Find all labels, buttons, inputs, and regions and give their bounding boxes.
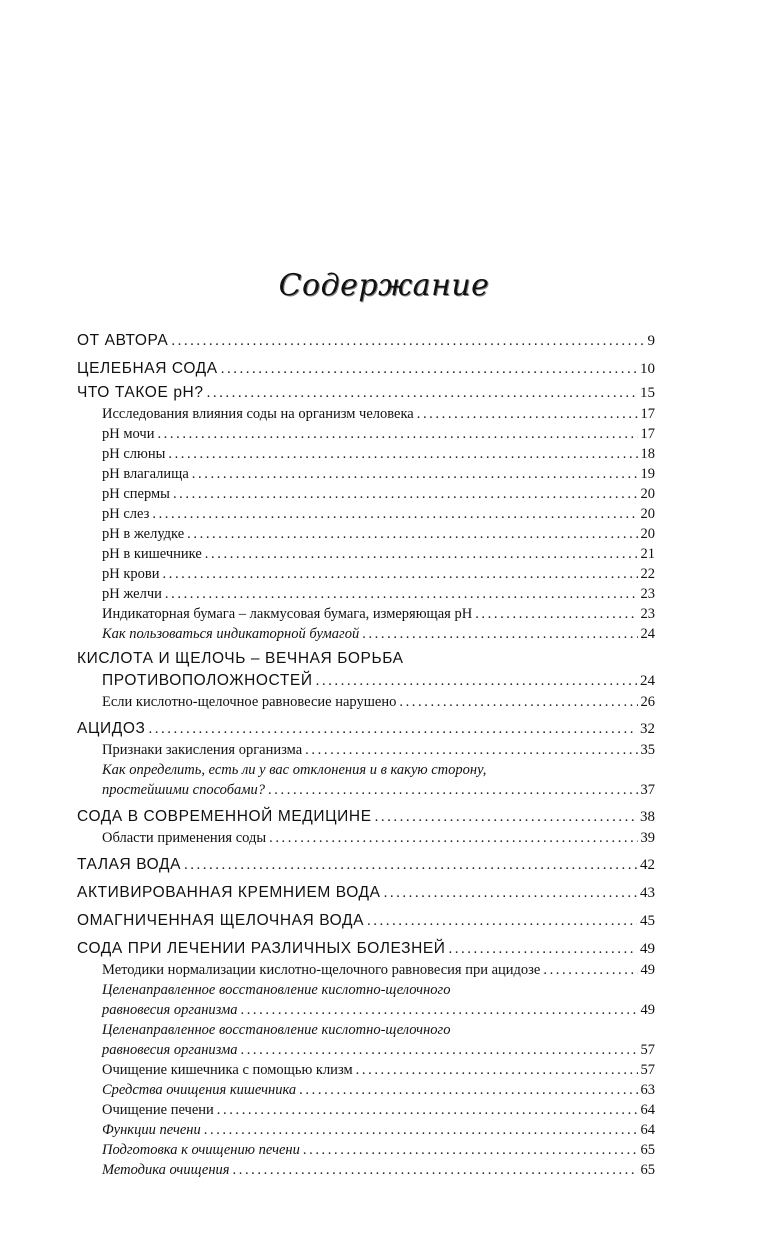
toc-leader-dots (316, 670, 637, 693)
toc-page-number: 39 (640, 830, 655, 846)
toc-subentry[interactable] (77, 464, 655, 484)
toc-leader-dots (233, 1160, 638, 1180)
toc-entry[interactable] (77, 881, 655, 904)
toc-leader-dots (173, 484, 638, 504)
toc-subentry[interactable] (77, 740, 655, 760)
toc-entry[interactable] (77, 805, 655, 828)
toc-entry[interactable] (77, 329, 655, 352)
toc-page-number: 37 (640, 782, 655, 798)
toc-entry-label: Индикаторная бумага – лакмусовая бумага, измеряющая рН (102, 606, 473, 622)
toc-subentry[interactable] (77, 780, 655, 800)
toc-page-number: 17 (640, 426, 655, 442)
toc-subentry[interactable] (77, 404, 655, 424)
toc-entry-label: СОДА В СОВРЕМЕННОЙ МЕДИЦИНЕ (77, 808, 372, 825)
toc-page-number: 65 (640, 1142, 655, 1158)
toc-page-number: 19 (640, 466, 655, 482)
toc-leader-dots (367, 910, 637, 933)
toc-page-number: 63 (640, 1082, 655, 1098)
toc-subentry[interactable] (77, 1160, 655, 1180)
toc-page-number: 24 (640, 626, 655, 642)
toc-entry[interactable] (77, 357, 655, 380)
toc-page-number: 38 (640, 809, 655, 825)
toc-page-number: 64 (640, 1122, 655, 1138)
toc-entry-label-line1: КИСЛОТА И ЩЕЛОЧЬ – ВЕЧНАЯ БОРЬБА (77, 650, 404, 667)
toc-leader-dots (269, 828, 637, 848)
toc-entry-label-line1: Целенаправленное восстановление кислотно-щелочного (102, 982, 451, 998)
toc-entry-label-line1: Целенаправленное восстановление кислотно-щелочного (102, 1022, 451, 1038)
page-title: Содержание (278, 268, 490, 303)
toc-leader-dots (399, 692, 637, 712)
toc-subentry[interactable] (77, 1000, 655, 1020)
toc-entry-label: рН мочи (102, 426, 155, 442)
toc-entry-label: ПРОТИВОПОЛОЖНОСТЕЙ (102, 672, 313, 689)
toc-entry[interactable] (77, 717, 655, 740)
toc-entry[interactable] (77, 669, 655, 692)
toc-leader-dots (187, 524, 637, 544)
toc-page-number: 32 (640, 721, 655, 737)
toc-leader-dots (152, 504, 637, 524)
toc-subentry[interactable] (77, 1060, 655, 1080)
toc-leader-dots (475, 604, 637, 624)
toc-leader-dots (148, 718, 637, 741)
toc-leader-dots (204, 1120, 638, 1140)
toc-page-number: 57 (640, 1042, 655, 1058)
toc-subentry[interactable] (77, 1040, 655, 1060)
toc-subentry[interactable] (77, 504, 655, 524)
toc-entry-label: Средства очищения кишечника (102, 1082, 297, 1098)
toc-leader-dots (362, 624, 637, 644)
toc-entry-label: Очищение печени (102, 1102, 214, 1118)
toc-page-number: 23 (640, 606, 655, 622)
toc-entry-label: Исследования влияния соды на организм человека (102, 406, 414, 422)
toc-subentry[interactable] (77, 1120, 655, 1140)
toc-entry-label: Как пользоваться индикаторной бумагой (102, 626, 360, 642)
toc-entry[interactable] (77, 853, 655, 876)
toc-entry-label: рН влагалища (102, 466, 189, 482)
toc-page-number: 20 (640, 486, 655, 502)
toc-page-number: 26 (640, 694, 655, 710)
toc-entry-label: ЦЕЛЕБНАЯ СОДА (77, 360, 218, 377)
toc-entry-label: ОМАГНИЧЕННАЯ ЩЕЛОЧНАЯ ВОДА (77, 912, 365, 929)
toc-subentry[interactable] (77, 624, 655, 644)
toc-leader-dots (163, 564, 638, 584)
toc-leader-dots (299, 1080, 637, 1100)
toc-entry-label: ОТ АВТОРА (77, 332, 169, 349)
toc-leader-dots (240, 1000, 637, 1020)
toc-leader-dots (240, 1040, 637, 1060)
toc-entry[interactable] (77, 909, 655, 932)
toc-entry-label: равновесия организма (102, 1002, 238, 1018)
toc-page-number: 21 (640, 546, 655, 562)
toc-entry-label: рН слюны (102, 446, 166, 462)
toc-entry-label: рН крови (102, 566, 160, 582)
table-of-contents (77, 328, 655, 1180)
toc-entry[interactable] (77, 381, 655, 404)
toc-subentry[interactable] (77, 484, 655, 504)
toc-leader-dots (384, 882, 637, 905)
toc-page-number: 24 (640, 673, 655, 689)
toc-page-number: 9 (647, 333, 655, 349)
toc-entry-label-line1: Как определить, есть ли у вас отклонения и в какую сторону, (102, 762, 487, 778)
toc-subentry[interactable] (77, 444, 655, 464)
toc-entry-label: Очищение кишечника с помощью клизм (102, 1062, 353, 1078)
toc-subentry[interactable] (77, 604, 655, 624)
toc-page-number: 20 (640, 526, 655, 542)
toc-leader-dots (192, 464, 638, 484)
toc-page-number: 23 (640, 586, 655, 602)
toc-leader-dots (449, 938, 637, 961)
toc-entry-label: АКТИВИРОВАННАЯ КРЕМНИЕМ ВОДА (77, 884, 381, 901)
toc-leader-dots (417, 404, 638, 424)
toc-leader-dots (184, 854, 637, 877)
toc-entry-label: рН слез (102, 506, 150, 522)
toc-subentry[interactable] (77, 524, 655, 544)
toc-page-number: 22 (640, 566, 655, 582)
toc-leader-dots (543, 960, 637, 980)
toc-entry-label: Функции печени (102, 1122, 201, 1138)
toc-entry-label: рН желчи (102, 586, 162, 602)
toc-entry-label: равновесия организма (102, 1042, 238, 1058)
toc-leader-dots (305, 740, 637, 760)
toc-page-number: 49 (640, 941, 655, 957)
toc-leader-dots (165, 584, 638, 604)
toc-entry-label: Если кислотно-щелочное равновесие нарушено (102, 694, 397, 710)
toc-leader-dots (207, 382, 637, 405)
toc-subentry[interactable] (77, 544, 655, 564)
toc-page-number: 57 (640, 1062, 655, 1078)
toc-subentry[interactable] (77, 1140, 655, 1160)
toc-leader-dots (375, 806, 637, 829)
toc-page-number: 18 (640, 446, 655, 462)
toc-entry-label: Методика очищения (102, 1162, 230, 1178)
toc-entry-label: АЦИДОЗ (77, 720, 146, 737)
toc-page-number: 43 (640, 885, 655, 901)
toc-page-number: 49 (640, 1002, 655, 1018)
toc-entry-label: Признаки закисления организма (102, 742, 303, 758)
toc-page-number: 64 (640, 1102, 655, 1118)
toc-entry-label: Методики нормализации кислотно-щелочного равновесия при ацидозе (102, 962, 541, 978)
toc-entry-label: Области применения соды (102, 830, 267, 846)
toc-page-number: 42 (640, 857, 655, 873)
toc-leader-dots (217, 1100, 638, 1120)
toc-entry-label: простейшими способами? (102, 782, 266, 798)
toc-subentry[interactable] (77, 564, 655, 584)
toc-entry-label: рН в кишечнике (102, 546, 202, 562)
toc-page-number: 35 (640, 742, 655, 758)
toc-entry[interactable] (77, 937, 655, 960)
toc-page-number: 15 (640, 385, 655, 401)
toc-leader-dots (171, 330, 644, 353)
toc-leader-dots (205, 544, 638, 564)
toc-subentry[interactable] (77, 692, 655, 712)
toc-leader-dots (157, 424, 637, 444)
toc-page-number: 45 (640, 913, 655, 929)
toc-subentry[interactable] (77, 960, 655, 980)
toc-entry-label: ТАЛАЯ ВОДА (77, 856, 182, 873)
toc-entry-label: СОДА ПРИ ЛЕЧЕНИИ РАЗЛИЧНЫХ БОЛЕЗНЕЙ (77, 940, 446, 957)
toc-page-number: 17 (640, 406, 655, 422)
toc-subentry[interactable] (77, 584, 655, 604)
toc-subentry[interactable] (77, 424, 655, 444)
toc-leader-dots (268, 780, 637, 800)
toc-leader-dots (168, 444, 637, 464)
toc-subentry[interactable] (77, 1100, 655, 1120)
toc-leader-dots (356, 1060, 638, 1080)
toc-page-number: 20 (640, 506, 655, 522)
toc-leader-dots (221, 358, 637, 381)
toc-entry-label: ЧТО ТАКОЕ рН? (77, 384, 204, 401)
toc-page-number: 49 (640, 962, 655, 978)
toc-subentry[interactable] (77, 1080, 655, 1100)
toc-entry-label: рН спермы (102, 486, 170, 502)
toc-entry-label: рН в желудке (102, 526, 185, 542)
toc-page-number: 65 (640, 1162, 655, 1178)
toc-leader-dots (303, 1140, 638, 1160)
toc-page-number: 10 (640, 361, 655, 377)
toc-subentry[interactable] (77, 828, 655, 848)
toc-entry-label: Подготовка к очищению печени (102, 1142, 300, 1158)
